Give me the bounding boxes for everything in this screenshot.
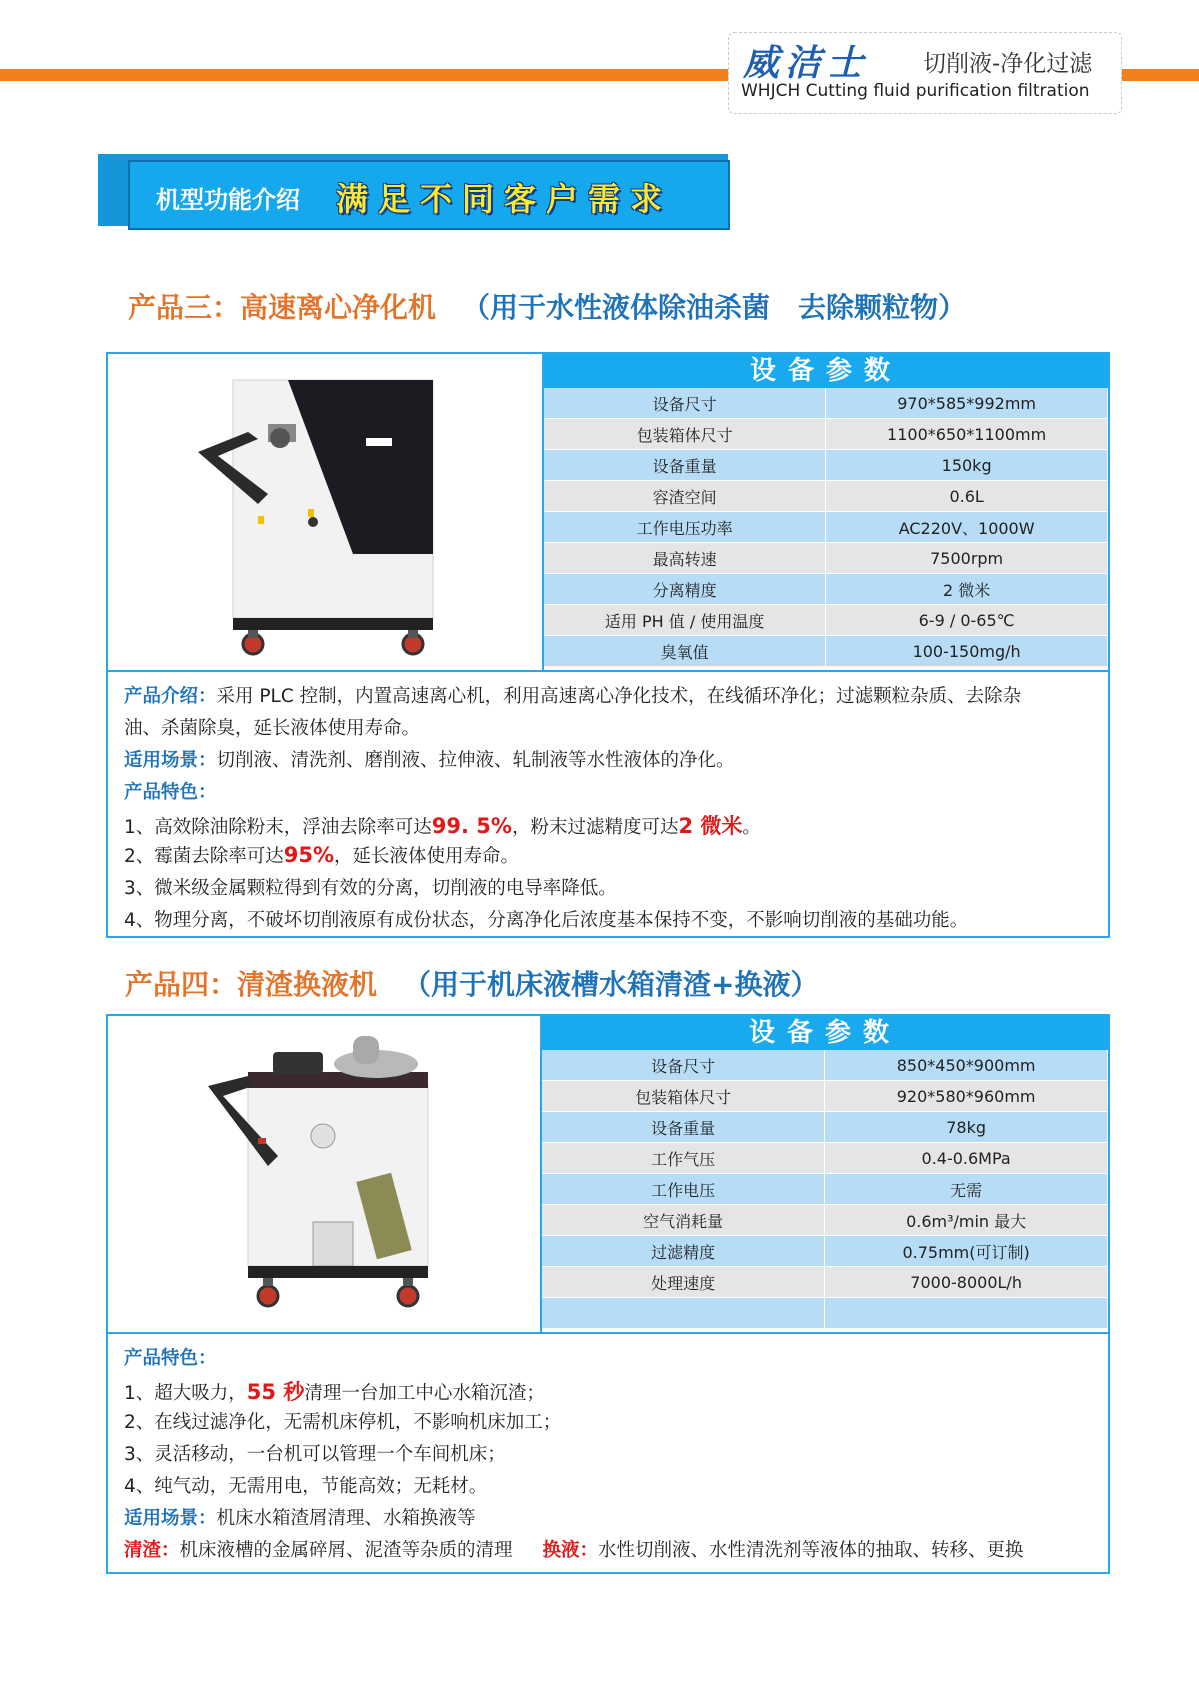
product4-subtitle: （用于机床液槽水箱清渣+换液）: [403, 968, 819, 1001]
param-name: 设备尺寸: [542, 1050, 825, 1081]
table-row: [542, 1143, 1108, 1174]
clean-text: 机床液槽的金属碎屑、泥渣等杂质的清理: [179, 1540, 513, 1561]
product4-params: [542, 1016, 1108, 1332]
param-name: 容渣空间: [544, 481, 826, 512]
feature-text: 。: [742, 817, 761, 838]
table-row: [544, 419, 1108, 450]
change-label: 换液：: [542, 1540, 599, 1561]
table-row: [542, 1050, 1108, 1081]
product3-title: 产品三：高速离心净化机: [128, 291, 437, 324]
feature-text: 1、超大吸力，: [124, 1383, 247, 1404]
feature-text: 2、霉菌去除率可达: [124, 846, 284, 867]
param-name: 空气消耗量: [542, 1205, 825, 1236]
product4-heading: [125, 963, 818, 1003]
product4-card: [106, 1014, 1110, 1574]
table-row: [544, 543, 1108, 574]
param-value: 150kg: [826, 450, 1108, 481]
table-row: [542, 1205, 1108, 1236]
product3-params-table: [544, 388, 1108, 667]
scene-label: 适用场景：: [124, 1508, 217, 1529]
product4-image-cell: [108, 1016, 542, 1332]
table-row: [544, 605, 1108, 636]
table-row: [544, 450, 1108, 481]
param-value: 850*450*900mm: [825, 1050, 1108, 1081]
param-name: 包装箱体尺寸: [544, 419, 826, 450]
product3-feature-4: 4、物理分离，不破坏切削液原有成份状态，分离净化后浓度基本保持不变，不影响切削液的基础功能。: [124, 910, 969, 931]
highlight-mold-removal: 95%: [283, 843, 335, 867]
highlight-clean-time: 55 秒: [246, 1380, 305, 1404]
product3-feature-1: [124, 810, 761, 840]
table-row: [542, 1236, 1108, 1267]
product4-feature-3: 3、灵活移动，一台机可以管理一个车间机床；: [124, 1444, 506, 1465]
feature-text: ，粉末过滤精度可达: [511, 817, 679, 838]
table-row: [544, 512, 1108, 543]
scene-label: 适用场景：: [124, 750, 217, 771]
param-value: 100-150mg/h: [826, 636, 1108, 667]
product3-params: [544, 354, 1108, 670]
banner-label: 机型功能介绍: [156, 186, 300, 214]
param-value: 2 微米: [826, 574, 1108, 605]
param-name: 工作电压: [542, 1174, 825, 1205]
product3-feature-3: 3、微米级金属颗粒得到有效的分离，切削液的电导率降低。: [124, 878, 617, 899]
param-value: 0.75mm(可订制): [825, 1236, 1108, 1267]
product4-feature-4: 4、纯气动，无需用电，节能高效；无耗材。: [124, 1476, 488, 1497]
table-row: [544, 574, 1108, 605]
param-value: 6-9 / 0-65℃: [826, 605, 1108, 636]
param-name: 最高转速: [544, 543, 826, 574]
product3-features-label: [124, 778, 217, 804]
param-value: 970*585*992mm: [826, 388, 1108, 419]
param-value: AC220V、1000W: [826, 512, 1108, 543]
feature-text: 1、高效除油除粉末，浮油去除率可达: [124, 817, 432, 838]
table-row: [544, 481, 1108, 512]
centrifuge-machine-image: [108, 354, 540, 666]
param-value: [825, 1298, 1108, 1329]
table-row: [544, 636, 1108, 667]
table-row: [542, 1298, 1108, 1329]
chip-cleaning-machine-image: [108, 1016, 538, 1328]
feature-text: ，延长液体使用寿命。: [334, 846, 520, 867]
param-value: 7000-8000L/h: [825, 1267, 1108, 1298]
param-value: 920*580*960mm: [825, 1081, 1108, 1112]
param-name: 处理速度: [542, 1267, 825, 1298]
scene-text: 切削液、清洗剂、磨削液、拉伸液、轧制液等水性液体的净化。: [216, 750, 735, 771]
param-value: 无需: [825, 1174, 1108, 1205]
product3-intro-line1: [124, 682, 1021, 708]
product4-feature-2: 2、在线过滤净化，无需机床停机，不影响机床加工；: [124, 1412, 562, 1433]
banner-slogan: 满足不同客户需求: [336, 180, 673, 218]
product3-subtitle: （用于水性液体除油杀菌 去除颗粒物）: [462, 291, 967, 324]
table-row: [542, 1267, 1108, 1298]
divider: [108, 670, 1108, 672]
product3-description: [124, 682, 1104, 932]
param-value: 0.6L: [826, 481, 1108, 512]
param-name: 分离精度: [544, 574, 826, 605]
param-value: 78kg: [825, 1112, 1108, 1143]
product3-heading: [128, 286, 966, 326]
section-banner: [128, 160, 730, 230]
product3-card: [106, 352, 1110, 938]
brand-tagline-en: WHJCH Cutting fluid purification filtration: [741, 81, 1090, 101]
features-label: 产品特色：: [124, 782, 217, 803]
highlight-precision: 2 微米: [678, 814, 743, 838]
features-label: 产品特色：: [124, 1348, 217, 1369]
clean-label: 清渣：: [124, 1540, 180, 1561]
param-name: [542, 1298, 825, 1329]
product4-params-header: 设备参数: [542, 1016, 1108, 1050]
table-row: [542, 1112, 1108, 1143]
product4-description: [124, 1344, 1104, 1569]
product4-params-table: [542, 1050, 1108, 1329]
product3-params-header: 设备参数: [544, 354, 1108, 388]
table-row: [542, 1174, 1108, 1205]
product4-feature-1: [124, 1376, 545, 1406]
highlight-oil-removal: 99. 5%: [431, 814, 512, 838]
brand-name: 威洁士: [743, 42, 870, 84]
product4-usage: [124, 1536, 1024, 1562]
param-name: 工作气压: [542, 1143, 825, 1174]
param-value: 0.4-0.6MPa: [825, 1143, 1108, 1174]
param-name: 设备尺寸: [544, 388, 826, 419]
product3-image-cell: [108, 354, 544, 670]
product4-features-label: [124, 1344, 217, 1370]
table-row: [544, 388, 1108, 419]
change-text: 水性切削液、水性清洗剂等液体的抽取、转移、更换: [598, 1540, 1024, 1561]
product3-feature-2: [124, 842, 519, 868]
param-name: 工作电压功率: [544, 512, 826, 543]
product4-title: 产品四：清渣换液机: [125, 968, 378, 1001]
param-name: 设备重量: [542, 1112, 825, 1143]
product4-scene: [124, 1504, 476, 1530]
param-value: 1100*650*1100mm: [826, 419, 1108, 450]
intro-label: 产品介绍：: [124, 686, 217, 707]
param-name: 过滤精度: [542, 1236, 825, 1267]
param-name: 臭氧值: [544, 636, 826, 667]
param-name: 包装箱体尺寸: [542, 1081, 825, 1112]
divider: [108, 1332, 1108, 1334]
param-value: 0.6m³/min 最大: [825, 1205, 1108, 1236]
param-value: 7500rpm: [826, 543, 1108, 574]
param-name: 适用 PH 值 / 使用温度: [544, 605, 826, 636]
scene-text: 机床水箱渣屑清理、水箱换液等: [216, 1508, 476, 1529]
intro-text: 采用 PLC 控制，内置高速离心机，利用高速离心净化技术，在线循环净化；过滤颗粒杂质、去除杂: [216, 686, 1022, 707]
brand-logo: [728, 32, 1122, 114]
table-row: [542, 1081, 1108, 1112]
product3-intro-line2: 油、杀菌除臭，延长液体使用寿命。: [124, 718, 421, 739]
product3-scene: [124, 746, 735, 772]
brand-tagline-cn: 切削液-净化过滤: [923, 51, 1093, 77]
param-name: 设备重量: [544, 450, 826, 481]
feature-text: 清理一台加工中心水箱沉渣；: [304, 1383, 545, 1404]
